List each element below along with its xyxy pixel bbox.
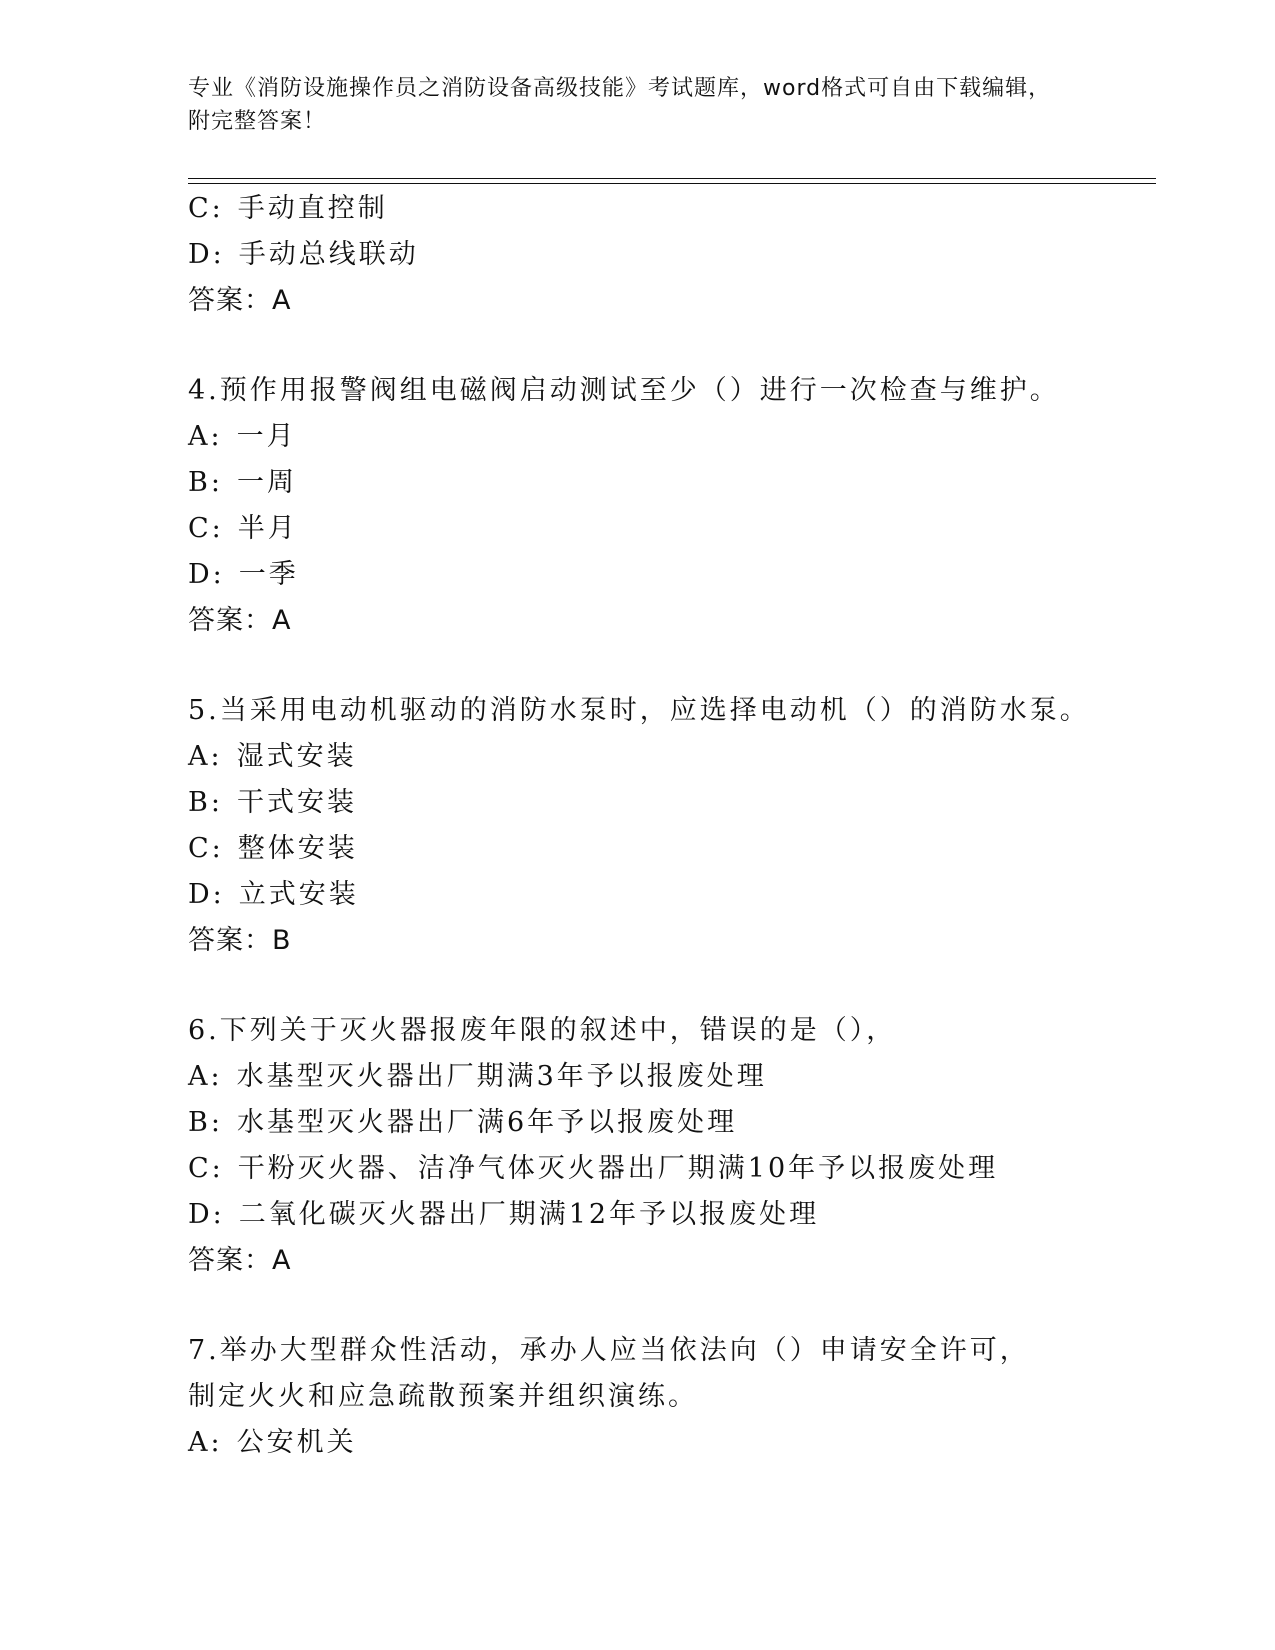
question-text: 4.预作用报警阀组电磁阀启动测试至少（）进行一次检查与维护。	[188, 375, 1060, 406]
option-text: 二氧化碳灭火器出厂期满12年予以报废处理	[238, 1199, 820, 1230]
answer-line: 答案：A	[188, 605, 292, 636]
option-line	[188, 1192, 1088, 1238]
option-line	[188, 552, 1088, 598]
option-label: A:	[188, 1427, 223, 1458]
question-content	[188, 186, 1088, 1466]
option-text: 干式安装	[236, 787, 357, 818]
option-text: 一季	[238, 559, 299, 590]
option-label: C:	[188, 1153, 224, 1184]
option-label: D:	[188, 1199, 225, 1230]
option-label: A:	[188, 1061, 223, 1092]
option-label: D:	[188, 879, 225, 910]
option-label: A:	[188, 421, 223, 452]
option-text: 一周	[236, 467, 297, 498]
option-line	[188, 734, 1088, 780]
option-text: 手动直控制	[237, 193, 388, 224]
option-label: D:	[188, 239, 225, 270]
option-line	[188, 1100, 1088, 1146]
spacer	[188, 644, 1088, 688]
question-text: 6.下列关于灭火器报废年限的叙述中，错误的是（），	[188, 1015, 897, 1046]
option-text: 水基型灭火器出厂满6年予以报废处理	[236, 1107, 738, 1138]
option-line	[188, 1146, 1088, 1192]
spacer	[188, 964, 1088, 1008]
option-label: D:	[188, 559, 225, 590]
option-text: 整体安装	[237, 833, 358, 864]
option-text: 手动总线联动	[238, 239, 419, 270]
option-line	[188, 872, 1088, 918]
option-line	[188, 414, 1088, 460]
answer-line: 答案：A	[188, 285, 292, 316]
answer-line: 答案：B	[188, 925, 292, 956]
option-text: 干粉灭火器、洁净气体灭火器出厂期满10年予以报废处理	[237, 1153, 999, 1184]
option-text: 半月	[237, 513, 298, 544]
option-line	[188, 506, 1088, 552]
answer-line: 答案：A	[188, 1245, 292, 1276]
option-text: 一月	[236, 421, 297, 452]
option-text: 水基型灭火器出厂期满3年予以报废处理	[236, 1061, 767, 1092]
option-line	[188, 1420, 1088, 1466]
option-line	[188, 460, 1088, 506]
option-text: 立式安装	[238, 879, 359, 910]
option-line	[188, 232, 1088, 278]
question-text: 7.举办大型群众性活动，承办人应当依法向（）申请安全许可，制定火火和应急疏散预案并组织演练。	[188, 1335, 1030, 1412]
option-line	[188, 1054, 1088, 1100]
option-label: B:	[188, 467, 223, 498]
option-text: 公安机关	[236, 1427, 357, 1458]
option-label: B:	[188, 1107, 223, 1138]
option-line	[188, 780, 1088, 826]
option-label: C:	[188, 833, 224, 864]
question-text: 5.当采用电动机驱动的消防水泵时，应选择电动机（）的消防水泵。	[188, 695, 1090, 726]
spacer	[188, 1284, 1088, 1328]
option-label: C:	[188, 513, 224, 544]
header-divider-top	[188, 178, 1156, 179]
option-line	[188, 186, 1088, 232]
header-note: 专业《消防设施操作员之消防设备高级技能》考试题库，word格式可自由下载编辑，附完整答案！	[188, 76, 1052, 134]
option-label: A:	[188, 741, 223, 772]
spacer	[188, 324, 1088, 368]
header-divider-bottom	[188, 183, 1156, 184]
option-text: 湿式安装	[236, 741, 357, 772]
option-label: C:	[188, 193, 224, 224]
option-label: B:	[188, 787, 223, 818]
option-line	[188, 826, 1088, 872]
